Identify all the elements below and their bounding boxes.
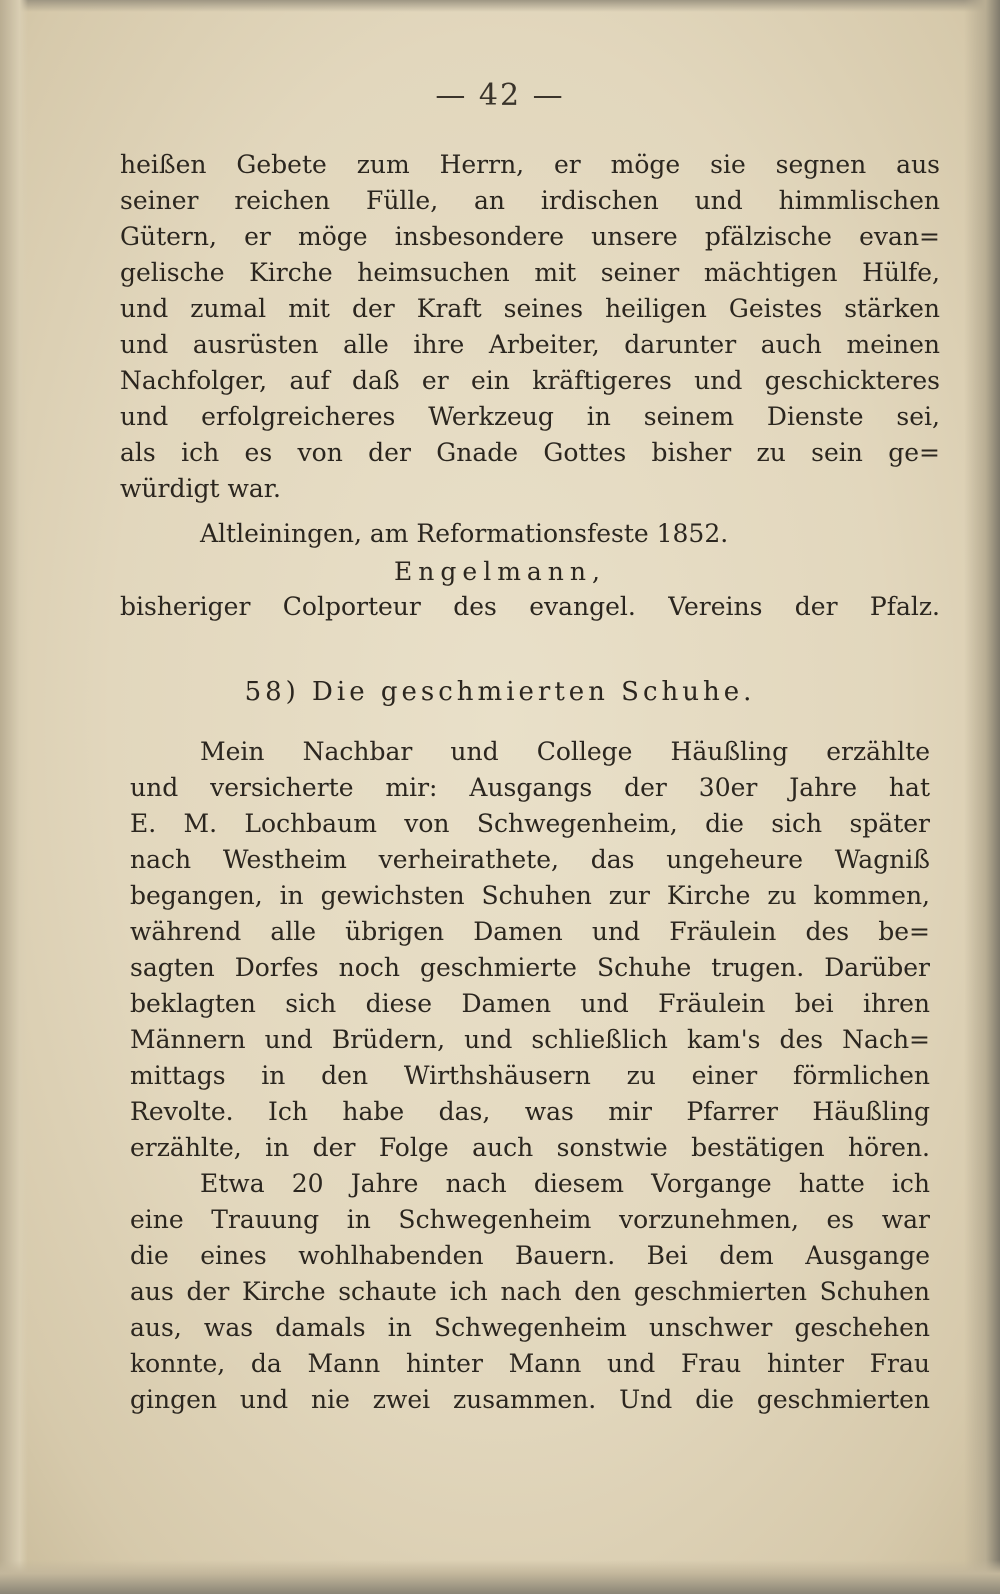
- section-heading: 58) Die geschmierten Schuhe.: [244, 677, 756, 707]
- text-line: nach Westheim verheirathete, das ungeheure Wagniß: [130, 845, 930, 874]
- text-line: würdigt war.: [120, 474, 281, 503]
- paragraph-body: [130, 734, 930, 1418]
- text-line: Mein Nachbar und College Häußling erzählte: [200, 737, 930, 766]
- paragraph-top: [120, 147, 940, 507]
- text-line: aus, was damals in Schwegenheim unschwer geschehen: [130, 1313, 930, 1342]
- author-name: Engelmann,: [394, 557, 606, 586]
- text-line: und versicherte mir: Ausgangs der 30er Jahre hat: [130, 773, 930, 802]
- text-line: während alle übrigen Damen und Fräulein des be=: [130, 917, 930, 946]
- text-line: und erfolgreicheres Werkzeug in seinem Dienste sei,: [120, 402, 940, 431]
- text-line: und zumal mit der Kraft seines heiligen Geistes stärken: [120, 294, 940, 323]
- text-line: gingen und nie zwei zusammen. Und die geschmierten: [130, 1385, 930, 1414]
- text-line: Nachfolger, auf daß er ein kräftigeres und geschickteres: [120, 366, 940, 395]
- text-line: Etwa 20 Jahre nach diesem Vorgange hatte ich: [200, 1169, 930, 1198]
- text-line: begangen, in gewichsten Schuhen zur Kirche zu kommen,: [130, 881, 930, 910]
- text-line: beklagten sich diese Damen und Fräulein bei ihren: [130, 989, 930, 1018]
- text-line: heißen Gebete zum Herrn, er möge sie segnen aus: [120, 150, 940, 179]
- author-role: bisheriger Colporteur des evangel. Vereins der Pfalz.: [120, 592, 940, 621]
- page-edge-right: [964, 0, 1000, 1594]
- page-number: — 42 —: [435, 78, 565, 113]
- text-line: als ich es von der Gnade Gottes bisher zu sein ge=: [120, 438, 940, 467]
- text-line: E. M. Lochbaum von Schwegenheim, die sich später: [130, 809, 930, 838]
- text-line: die eines wohlhabenden Bauern. Bei dem Ausgange: [130, 1241, 930, 1270]
- text-line: erzählte, in der Folge auch sonstwie bestätigen hören.: [130, 1133, 930, 1162]
- text-line: konnte, da Mann hinter Mann und Frau hinter Frau: [130, 1349, 930, 1378]
- text-line: und ausrüsten alle ihre Arbeiter, darunter auch meinen: [120, 330, 940, 359]
- text-line: seiner reichen Fülle, an irdischen und himmlischen: [120, 186, 940, 215]
- text-line: mittags in den Wirthshäusern zu einer förmlichen: [130, 1061, 930, 1090]
- text-line: Revolte. Ich habe das, was mir Pfarrer Häußling: [130, 1097, 930, 1126]
- text-line: Gütern, er möge insbesondere unsere pfälzische evan=: [120, 222, 940, 251]
- text-line: gelische Kirche heimsuchen mit seiner mächtigen Hülfe,: [120, 258, 940, 287]
- page-edge-top: [0, 0, 1000, 12]
- text-line: Männern und Brüdern, und schließlich kam's des Nach=: [130, 1025, 930, 1054]
- text-line: sagten Dorfes noch geschmierte Schuhe trugen. Darüber: [130, 953, 930, 982]
- page-edge-bottom: [0, 1560, 1000, 1594]
- page-edge-left: [0, 0, 28, 1594]
- place-date: Altleiningen, am Reformationsfeste 1852.: [200, 519, 729, 548]
- text-line: aus der Kirche schaute ich nach den geschmierten Schuhen: [130, 1277, 930, 1306]
- text-line: eine Trauung in Schwegenheim vorzunehmen, es war: [130, 1205, 930, 1234]
